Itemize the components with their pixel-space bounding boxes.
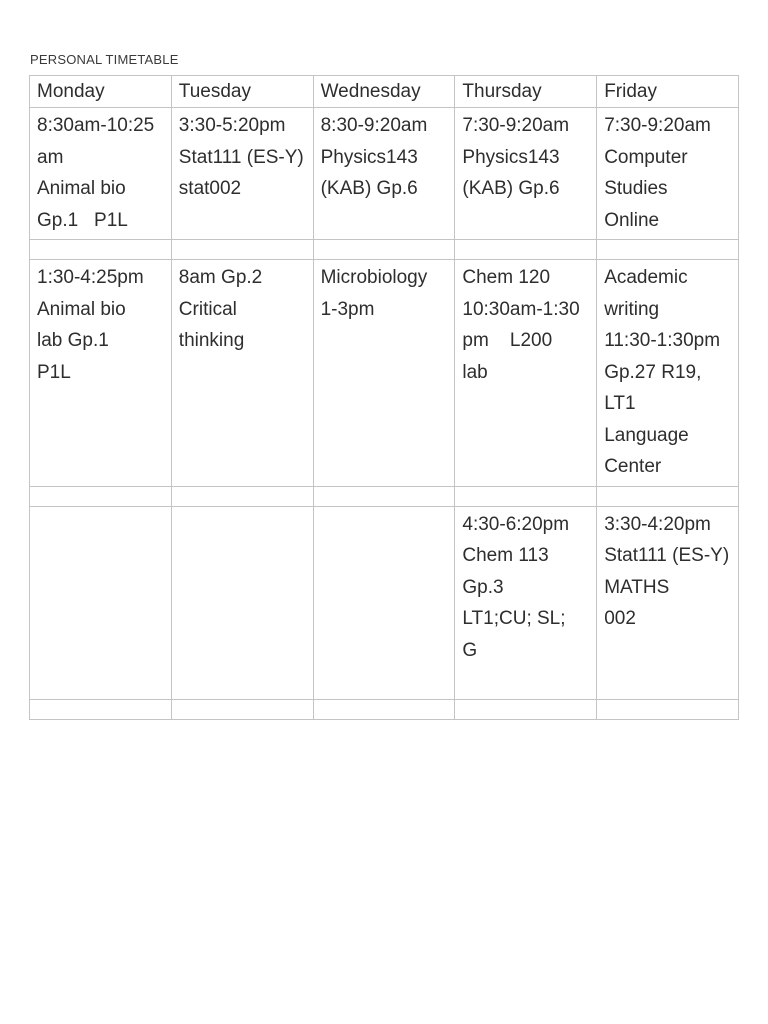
cell-monday xyxy=(30,506,172,699)
spacer-row xyxy=(30,240,739,260)
table-row xyxy=(30,506,739,699)
cell-tuesday xyxy=(171,240,313,260)
timetable xyxy=(29,75,739,720)
cell-thursday: Chem 120 10:30am-1:30pm L200 lab xyxy=(455,260,597,487)
page-title: PERSONAL TIMETABLE xyxy=(30,52,179,67)
cell-wednesday xyxy=(313,486,455,506)
cell-wednesday: Microbiology 1-3pm xyxy=(313,260,455,487)
spacer-row xyxy=(30,699,739,719)
cell-monday xyxy=(30,240,172,260)
spacer-row xyxy=(30,486,739,506)
cell-thursday xyxy=(455,486,597,506)
header-row xyxy=(30,76,739,108)
cell-friday: 3:30-4:20pm Stat111 (ES-Y) MATHS 002 xyxy=(597,506,739,699)
cell-friday xyxy=(597,240,739,260)
cell-tuesday xyxy=(171,506,313,699)
cell-friday: Academic writing 11:30-1:30pm Gp.27 R19, LT1 Language Center xyxy=(597,260,739,487)
cell-monday: 8:30am-10:25am Animal bio Gp.1 P1L xyxy=(30,108,172,240)
header-thursday: Thursday xyxy=(455,76,597,108)
table-row xyxy=(30,108,739,240)
header-friday: Friday xyxy=(597,76,739,108)
cell-tuesday xyxy=(171,486,313,506)
cell-tuesday xyxy=(171,699,313,719)
cell-friday: 7:30-9:20am Computer Studies Online xyxy=(597,108,739,240)
cell-tuesday: 3:30-5:20pm Stat111 (ES-Y) stat002 xyxy=(171,108,313,240)
cell-thursday xyxy=(455,699,597,719)
cell-thursday xyxy=(455,240,597,260)
cell-monday: 1:30-4:25pm Animal bio lab Gp.1 P1L xyxy=(30,260,172,487)
cell-wednesday xyxy=(313,240,455,260)
cell-friday xyxy=(597,699,739,719)
cell-monday xyxy=(30,699,172,719)
header-tuesday: Tuesday xyxy=(171,76,313,108)
cell-thursday: 7:30-9:20am Physics143 (KAB) Gp.6 xyxy=(455,108,597,240)
cell-thursday: 4:30-6:20pm Chem 113 Gp.3 LT1;CU; SL; G xyxy=(455,506,597,699)
header-wednesday: Wednesday xyxy=(313,76,455,108)
header-monday: Monday xyxy=(30,76,172,108)
cell-monday xyxy=(30,486,172,506)
cell-wednesday: 8:30-9:20am Physics143 (KAB) Gp.6 xyxy=(313,108,455,240)
cell-wednesday xyxy=(313,506,455,699)
cell-tuesday: 8am Gp.2 Critical thinking xyxy=(171,260,313,487)
cell-wednesday xyxy=(313,699,455,719)
cell-friday xyxy=(597,486,739,506)
table-row xyxy=(30,260,739,487)
